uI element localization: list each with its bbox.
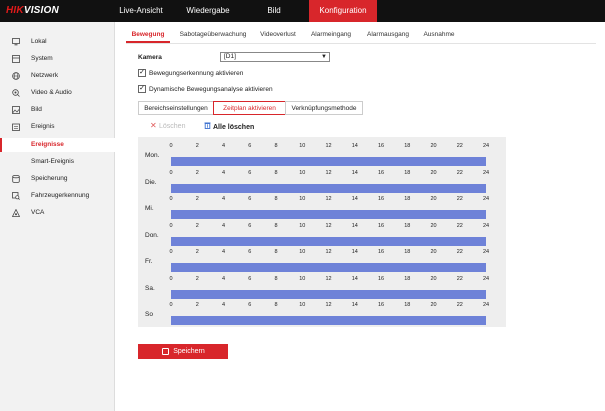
schedule-hour-tick: 22 (456, 196, 463, 202)
schedule-time-bar[interactable] (171, 290, 486, 299)
schedule-hour-tick: 18 (404, 143, 411, 149)
schedule-hour-tick: 4 (221, 302, 226, 308)
schedule-hour-tick: 8 (274, 169, 278, 176)
dynamic-analysis-checkbox-row[interactable] (138, 85, 338, 95)
schedule-hour-tick: 0 (169, 302, 173, 308)
schedule-hour-tick: 22 (456, 302, 463, 308)
save-button[interactable] (138, 344, 228, 359)
schedule-day-label: Mi. (145, 205, 154, 212)
close-icon: ✕ (150, 121, 157, 130)
sidebar-item-label: Lokal (31, 38, 47, 45)
tab-alarm-output[interactable]: Alarmausgang (367, 31, 409, 38)
schedule-hour-tick: 20 (430, 143, 437, 149)
schedule-day-label: So (145, 311, 153, 318)
schedule-row (138, 249, 506, 268)
schedule-hour-tick: 14 (351, 143, 358, 149)
sidebar-item-label: Ereignis (31, 123, 55, 130)
schedule-day-label: Mon. (145, 152, 160, 159)
vehicle-icon (12, 192, 20, 200)
schedule-hour-tick: 14 (351, 222, 358, 229)
schedule-hour-tick: 10 (299, 249, 306, 255)
schedule-hour-tick: 0 (169, 275, 173, 282)
schedule-hour-tick: 14 (351, 196, 358, 202)
schedule-hour-tick: 24 (482, 169, 490, 176)
schedule-row (138, 223, 506, 242)
schedule-hour-tick: 2 (195, 169, 199, 176)
schedule-hour-tick: 12 (325, 249, 332, 255)
schedule-hour-tick: 6 (248, 302, 252, 308)
schedule-hour-tick: 0 (169, 143, 173, 149)
main-content (116, 22, 605, 411)
sidebar-item-label: Ereignisse (31, 141, 64, 148)
schedule-hour-tick: 16 (377, 222, 385, 229)
schedule-hour-tick: 2 (195, 302, 199, 308)
motion-detection-checkbox-row[interactable] (138, 69, 318, 79)
schedule-hour-tick: 10 (299, 169, 306, 176)
subtab-enable-schedule[interactable]: Zeitplan aktivieren (213, 101, 286, 115)
schedule-hour-tick: 16 (377, 169, 385, 176)
schedule-hour-tick: 24 (482, 302, 490, 308)
delete-all-button[interactable] (204, 121, 254, 131)
schedule-hour-tick: 16 (377, 249, 385, 255)
delete-button[interactable] (150, 121, 185, 131)
schedule-row (138, 143, 506, 162)
sidebar-item-label: Smart-Ereignis (31, 158, 74, 165)
schedule-hour-tick: 24 (482, 196, 490, 202)
schedule-hour-tick: 22 (456, 169, 463, 176)
sidebar-item-network[interactable] (0, 69, 115, 83)
tab-video-loss[interactable]: Videoverlust (260, 31, 296, 38)
schedule-hour-tick: 16 (377, 143, 385, 149)
schedule-hour-tick: 18 (404, 249, 411, 255)
schedule-hour-tick: 24 (482, 249, 490, 255)
schedule-hour-tick: 10 (299, 143, 306, 149)
sidebar-item-image[interactable] (0, 103, 115, 117)
schedule-hour-tick: 14 (351, 169, 358, 176)
video-icon (12, 89, 20, 97)
schedule-hour-tick: 4 (221, 249, 226, 255)
schedule-time-bar[interactable] (171, 263, 486, 272)
network-icon (12, 72, 20, 80)
schedule-hour-tick: 8 (274, 222, 278, 229)
schedule-hour-tick: 18 (404, 302, 411, 308)
schedule-hour-tick: 20 (430, 222, 437, 229)
schedule-hour-tick: 0 (169, 249, 173, 255)
schedule-hour-tick: 22 (456, 275, 463, 282)
motion-detection-label: Bewegungserkennung aktivieren (149, 70, 244, 77)
schedule-hour-tick: 22 (456, 249, 463, 255)
storage-icon (12, 175, 20, 183)
sidebar-item-label: Netzwerk (31, 72, 59, 79)
chevron-down-icon: ▼ (321, 54, 327, 60)
schedule-hour-tick: 2 (195, 143, 199, 149)
nav-live-view[interactable]: Live-Ansicht (119, 6, 163, 15)
vca-icon (12, 209, 20, 217)
sidebar-item-events[interactable] (0, 138, 115, 152)
schedule-hour-tick: 18 (404, 169, 411, 176)
schedule-day-label: Fr. (145, 258, 153, 265)
schedule-hour-tick: 6 (248, 275, 252, 282)
schedule-hour-tick: 20 (430, 196, 437, 202)
sidebar-item-label: System (31, 55, 53, 62)
camera-select-value: [D1] (224, 53, 236, 60)
sidebar-item-label: Fahrzeugerkennung (31, 192, 90, 199)
schedule-row (138, 302, 506, 321)
trash-icon (204, 121, 213, 132)
event-icon (12, 123, 20, 131)
tab-alarm-input[interactable]: Alarmeingang (310, 31, 352, 38)
schedule-day-label: Sa. (145, 284, 155, 292)
delete-all-label: Alle löschen (213, 124, 255, 131)
schedule-hour-tick: 10 (299, 196, 306, 202)
monitor-icon (12, 38, 20, 46)
schedule-row (138, 276, 506, 295)
schedule-hour-tick: 20 (430, 275, 437, 282)
top-navigation-bar (0, 0, 605, 22)
nav-configuration[interactable]: Konfiguration (309, 0, 377, 22)
tab-motion[interactable]: Bewegung (131, 31, 165, 38)
tab-divider (126, 43, 596, 44)
schedule-hour-tick: 0 (169, 196, 173, 202)
schedule-hour-tick: 12 (325, 275, 332, 282)
sidebar-item-smart-event[interactable] (0, 155, 115, 169)
schedule-hour-tick: 4 (221, 169, 226, 176)
schedule-hour-tick: 2 (195, 249, 199, 255)
schedule-hour-tick: 2 (195, 196, 199, 202)
schedule-hour-tick: 16 (377, 302, 385, 308)
dynamic-analysis-label: Dynamische Bewegungsanalyse aktivieren (149, 86, 273, 93)
schedule-hour-tick: 18 (404, 275, 411, 282)
schedule-hour-tick: 12 (325, 222, 332, 229)
schedule-hour-tick: 24 (482, 222, 490, 229)
schedule-hour-tick: 6 (248, 249, 252, 255)
schedule-hour-tick: 6 (248, 222, 252, 229)
sidebar-item-label: VCA (31, 209, 45, 216)
schedule-hour-tick: 8 (274, 302, 278, 308)
schedule-hour-tick: 24 (482, 143, 490, 149)
schedule-time-bar[interactable] (171, 184, 486, 193)
sidebar-item-event[interactable] (0, 120, 115, 134)
camera-select[interactable] (220, 52, 330, 62)
schedule-hour-tick: 20 (430, 302, 437, 308)
schedule-hour-tick: 8 (274, 196, 278, 202)
schedule-hour-tick: 0 (169, 222, 173, 229)
schedule-hour-tick: 2 (195, 275, 199, 282)
schedule-hour-tick: 4 (221, 143, 226, 149)
schedule-row (138, 170, 506, 189)
nav-image[interactable]: Bild (267, 6, 281, 15)
schedule-hour-tick: 12 (325, 196, 332, 202)
schedule-hour-tick: 14 (351, 249, 358, 255)
save-label: Speichern (173, 348, 205, 355)
schedule-hour-tick: 12 (325, 302, 332, 308)
schedule-hour-tick: 16 (377, 196, 385, 202)
tab-exception[interactable]: Ausnahme (423, 31, 455, 38)
sidebar-item-video-audio[interactable] (0, 86, 115, 100)
schedule-time-bar[interactable] (171, 316, 486, 325)
schedule-hour-tick: 24 (482, 275, 490, 282)
schedule-hour-tick: 22 (456, 143, 463, 149)
schedule-hour-tick: 8 (274, 275, 278, 282)
schedule-hour-tick: 12 (325, 143, 332, 149)
schedule-hour-tick: 6 (248, 169, 252, 176)
schedule-hour-tick: 8 (274, 143, 278, 149)
system-icon (12, 55, 20, 63)
schedule-hour-tick: 10 (299, 302, 306, 308)
schedule-hour-tick: 14 (351, 275, 358, 282)
subtab-linkage-method[interactable]: Verknüpfungsmethode (285, 101, 363, 115)
save-icon (162, 348, 169, 355)
schedule-hour-tick: 20 (430, 249, 437, 255)
hikvision-logo: HIKVISION (6, 5, 59, 16)
schedule-hour-tick: 12 (325, 169, 332, 176)
schedule-hour-tick: 8 (274, 249, 278, 255)
schedule-grid (138, 137, 506, 327)
subtab-area-settings[interactable]: Bereichseinstellungen (138, 101, 214, 115)
sidebar-item-local[interactable] (0, 35, 115, 49)
tab-tamper-detection[interactable]: Sabotageüberwachung (179, 31, 247, 38)
schedule-hour-tick: 2 (195, 222, 199, 229)
camera-label: Kamera (138, 54, 162, 61)
schedule-hour-tick: 18 (404, 196, 411, 202)
schedule-hour-tick: 10 (299, 222, 306, 229)
schedule-hour-tick: 22 (456, 222, 463, 229)
schedule-row (138, 196, 506, 215)
sidebar-item-storage[interactable] (0, 172, 115, 186)
schedule-day-label: Don. (145, 231, 159, 239)
sidebar-item-vca[interactable] (0, 206, 115, 220)
active-tab-indicator (126, 41, 170, 43)
schedule-time-bar[interactable] (171, 210, 486, 219)
schedule-hour-tick: 10 (299, 275, 306, 282)
schedule-hour-tick: 4 (221, 222, 226, 229)
sidebar-item-label: Video & Audio (31, 89, 72, 96)
schedule-hour-tick: 6 (248, 196, 252, 202)
sidebar-item-system[interactable] (0, 52, 115, 66)
sidebar-item-label: Speicherung (31, 175, 68, 182)
sidebar-item-label: Bild (31, 106, 42, 113)
schedule-time-bar[interactable] (171, 237, 486, 246)
schedule-time-bar[interactable] (171, 157, 486, 166)
nav-playback[interactable]: Wiedergabe (186, 6, 230, 15)
schedule-hour-tick: 16 (377, 275, 385, 282)
motion-detection-checkbox[interactable]: ✓ (139, 69, 145, 76)
schedule-hour-tick: 20 (430, 169, 437, 176)
sidebar (0, 22, 115, 411)
schedule-day-label: Die. (145, 178, 157, 186)
schedule-hour-tick: 4 (221, 196, 226, 202)
schedule-hour-tick: 6 (248, 143, 252, 149)
dynamic-analysis-checkbox[interactable]: ✓ (139, 85, 145, 92)
schedule-hour-tick: 0 (169, 169, 173, 176)
schedule-hour-tick: 14 (351, 302, 358, 308)
sidebar-item-vehicle-detection[interactable] (0, 189, 115, 203)
schedule-hour-tick: 4 (221, 275, 226, 282)
delete-label: Löschen (159, 123, 186, 130)
image-icon (12, 106, 20, 114)
schedule-hour-tick: 18 (404, 222, 411, 229)
